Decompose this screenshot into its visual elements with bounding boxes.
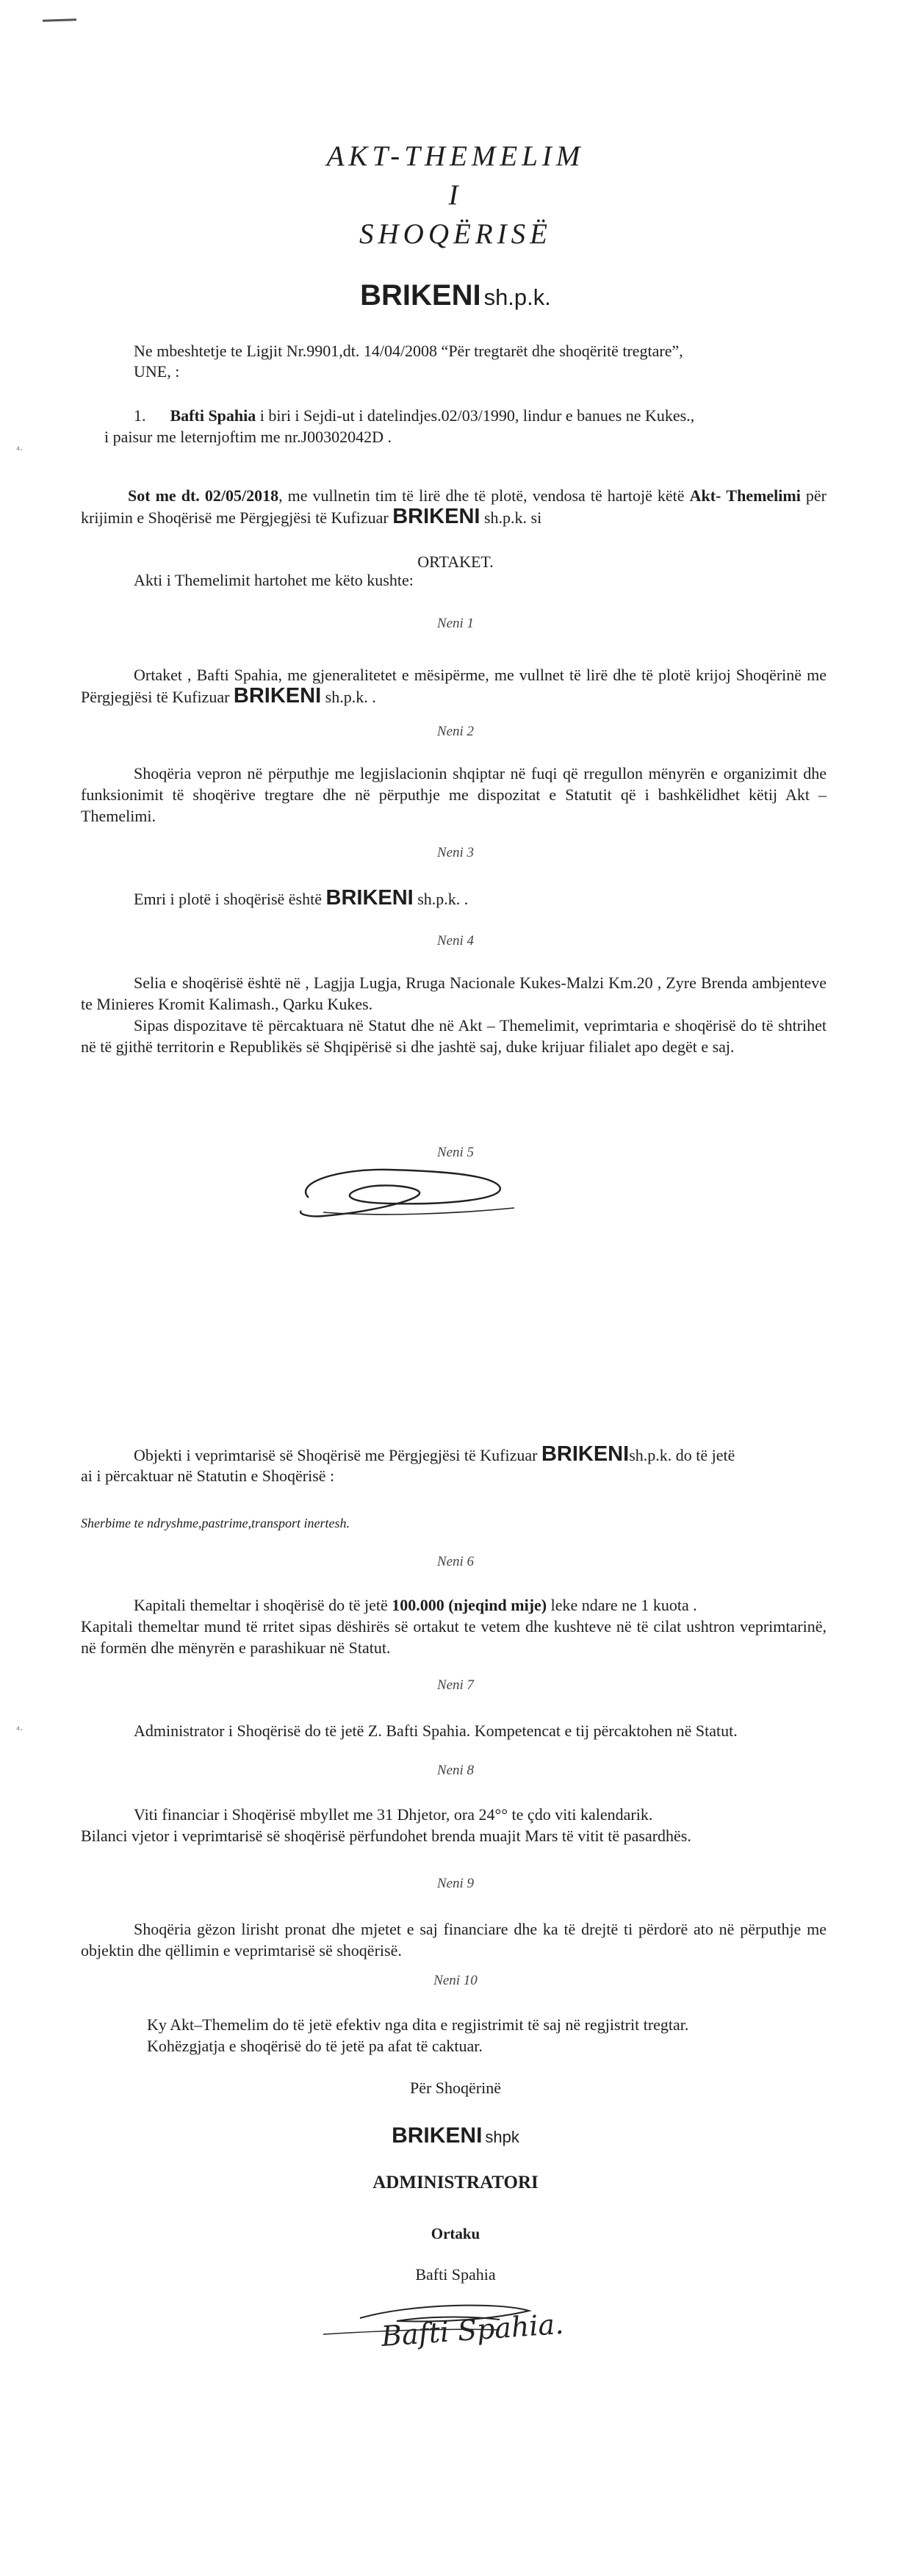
conditions-line: Akti i Themelimit hartohet me këto kushte: [134,571,414,589]
article-1-company: BRIKENI [233,684,322,708]
decision-akt: Akt- [689,486,721,505]
closing-company-suffix: shpk [485,2128,519,2146]
closing-ortaku: Ortaku [431,2225,480,2242]
article-1-text: Ortaket , Bafti Spahia, me gjeneralitetet e mësipërme, me vullnet të lirë dhe të plotë krijoj Shoqërinë me Përgjegjësi të Kufizuar BRIKENI sh.p.k. . [81,666,827,708]
page-1 [0,0,911,1282]
object-company: BRIKENI [541,1442,630,1466]
article-9-label: Neni 9 [436,1876,475,1891]
closing-admin: ADMINISTRATORI [372,2173,539,2192]
company-suffix: sh.p.k. [483,284,551,310]
article-8-label: Neni 8 [436,1763,475,1778]
decision-text-2: për krijimin e Shoqërisë me Përgjegjësi të Kufizuar [81,486,827,527]
decision-text-1: , me vullnetin tim të lirë dhe të plotë, vendosa të hartojë këtë [278,486,685,505]
title-line-1: AKT-THEMELIM [326,140,585,172]
object-list: Sherbime te ndryshme,pastrime,transport inertesh. [81,1516,350,1530]
article-3-text: Emri i plotë i shoqërisë është BRIKENI sh.p.k. . [134,886,469,910]
title-line-2: I [448,179,463,211]
company-name: BRIKENI [360,279,481,312]
signature-scribble-page-1 [279,1146,529,1234]
une-label: UNE, : [134,362,180,381]
object-line-2: ai i përcaktuar në Statutin e Shoqërisë : [81,1467,335,1485]
closing-per: Për Shoqërinë [409,2079,502,2097]
closing-name: Bafti Spahia [415,2265,496,2284]
article-1-label: Neni 1 [436,616,475,631]
article-10-text-2: Kohëzgjatja e shoqërisë do të jetë pa afat të caktuar. [147,2037,483,2055]
article-7-text: Administrator i Shoqërisë do të jetë Z. Bafti Spahia. Kompetencat e tij përcaktohen në Statut. [134,1721,738,1740]
article-6-text: Kapitali themeltar i shoqërisë do të jetë 100.000 (njeqind mije) leke ndare ne 1 kuota . [134,1596,697,1614]
page-2 [0,1282,911,2576]
founder-number: 1. [134,406,146,425]
founder-name: Bafti Spahia [170,406,256,425]
founder-line-2: i paisur me leternjoftim me nr.J00302042D . [104,428,392,446]
article-4-text-2: Sipas dispozitave të përcaktuara në Statut dhe në Akt – Themelimit, veprimtaria e shoqërisë do të shtrihet në të gjithë territorin e Republikës së Shqipërisë si dhe jashtë saj, duke krijuar filialet apo degët e saj. [81,1016,827,1056]
company-heading [0,279,911,312]
intro-line: Ne mbeshtetje te Ligjit Nr.9901,dt. 14/04/2008 “Për tregtarët dhe shoqëritë tregtare”, [134,342,683,360]
founder-line [134,405,810,426]
article-3-label: Neni 3 [436,845,475,860]
article-4-text: Selia e shoqërisë është në , Lagjja Lugjа, Rruga Nacionale Kukes-Malzi Km.20 , Zyre Brenda ambjenteve te Minieres Kromit Kalimash., Qarku Kukes. [81,974,827,1013]
article-2-text: Shoqëria vepron në përputhje me legjislacionin shqiptar në fuqi që rregullon mënyrën e organizimit dhe funksionimit të shoqërive tregtare dhe në përputhje me dispozitat e Statutit që i bashkëlidhet këtij Akt – Themelimi. [81,764,827,825]
founder-text: i biri i Sejdi-ut i datelindjes.02/03/1990, lindur e banues ne Kukes., [259,406,695,425]
decision-company: BRIKENI [392,505,480,528]
scan-mark [43,18,76,22]
article-10-label: Neni 10 [433,1973,478,1988]
margin-mark-2: ⁴· [16,1725,24,1736]
article-4-label: Neni 4 [436,933,475,949]
article-8-text: Viti financiar i Shoqërisë mbyllet me 31 Dhjetor, ora 24°° te çdo viti kalendarik. [134,1805,653,1824]
decision-date: Sot me dt. 02/05/2018 [128,486,279,505]
article-7-label: Neni 7 [436,1677,475,1693]
article-3-company: BRIKENI [325,886,414,910]
object-paragraph: Objekti i veprimtarisë së Shoqërisë me Përgjegjësi të Kufizuar BRIKENIsh.p.k. do të jetë [134,1442,735,1466]
article-6-label: Neni 6 [436,1554,475,1569]
decision-suffix: sh.p.k. si [483,508,542,527]
article-2-label: Neni 2 [436,724,475,739]
article-9-text: Shoqëria gëzon lirisht pronat dhe mjetet e saj financiare dhe ka të drejtë ti përdorë ato në përputhje me objektin dhe qëllimin e veprimtarisë së shoqërisë. [81,1920,827,1960]
decision-paragraph [81,485,827,528]
article-8-text-2: Bilanci vjetor i veprimtarisë së shoqërisë përfundohet brenda muajit Mars të vitit të pasardhës. [81,1827,691,1845]
ortaket-label: ORTAKET. [417,553,494,571]
signature-page-2 [309,2274,691,2362]
decision-themelimi: Themelimi [726,486,801,505]
signature-handwriting: Bafti Spahia. [380,2307,565,2353]
article-6-text-2: Kapitali themeltar mund të rritet sipas dëshirës së ortakut te vetem dhe kushteve në të cilat ushtron veprimtarinë, në formën dhe mënyrën e parashikuar në Statut. [81,1617,827,1657]
article-5-label: Neni 5 [436,1145,475,1160]
margin-mark: ⁴· [16,445,24,456]
title-line-3: SHOQËRISË [359,218,552,250]
article-10-text: Ky Akt–Themelim do të jetë efektiv nga dita e regjistrimit të saj në regjistrit tregtar. [147,2015,689,2034]
capital-amount: 100.000 (njeqind mije) [392,1596,547,1614]
closing-company-line [0,2123,911,2148]
closing-company: BRIKENI [392,2123,483,2148]
